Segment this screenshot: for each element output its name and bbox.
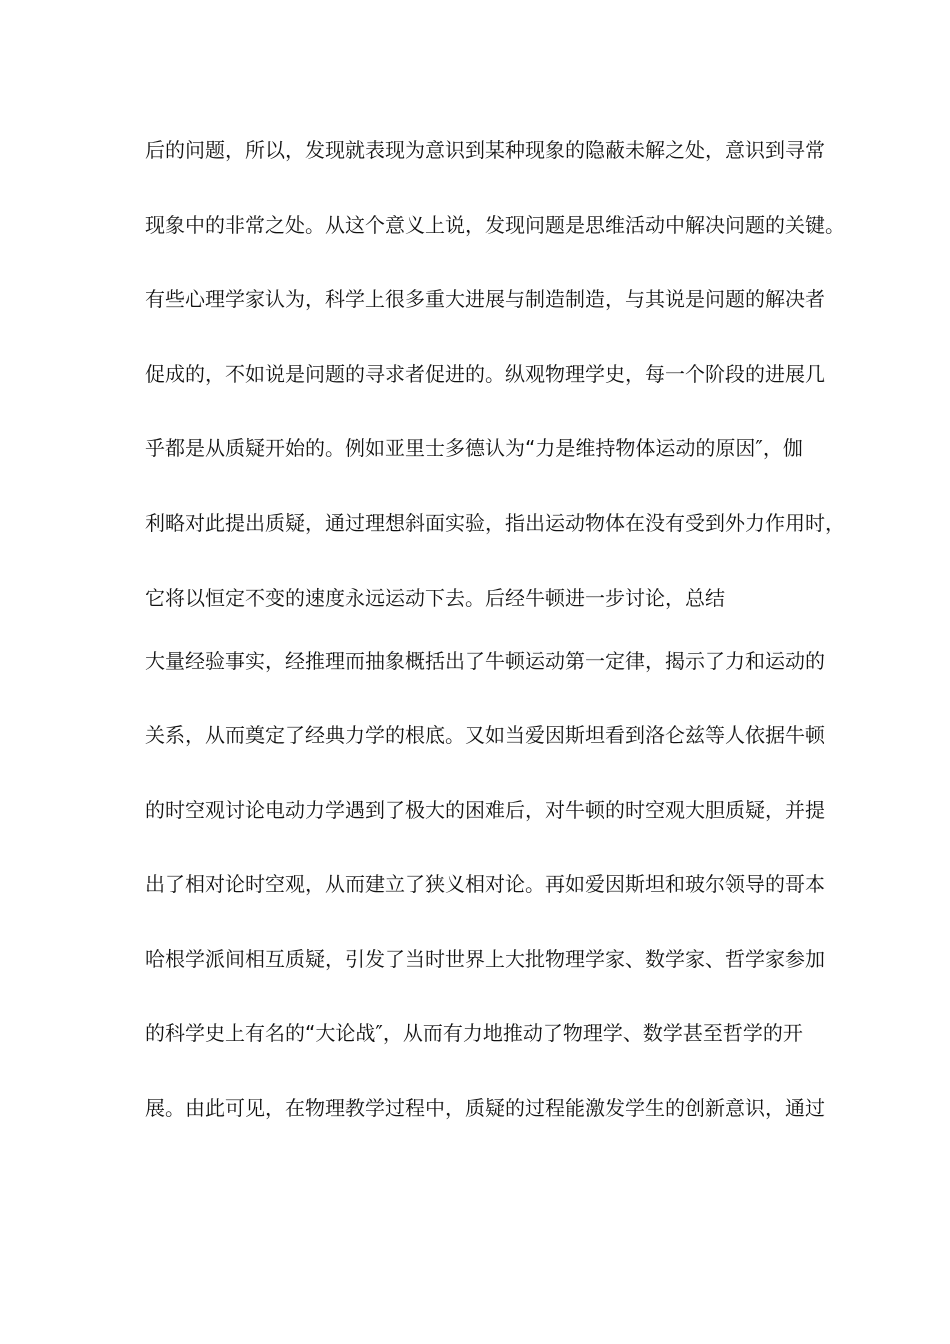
text-line-4: 促成的，不如说是问题的寻求者促进的。纵观物理学史，每一个阶段的进展几	[145, 362, 825, 386]
text-line-9: 关系，从而奠定了经典力学的根底。又如当爱因斯坦看到洛仑兹等人依据牛顿	[145, 723, 825, 747]
text-line-13: 的科学史上有名的“大论战″，从而有力地推动了物理学、数学甚至哲学的开	[145, 1021, 803, 1045]
text-line-7: 它将以恒定不变的速度永远运动下去。后经牛顿进一步讨论，总结	[145, 586, 725, 610]
text-line-2: 现象中的非常之处。从这个意义上说，发现问题是思维活动中解决问题的关键。	[145, 213, 845, 237]
text-line-6: 利略对此提出质疑，通过理想斜面实验，指出运动物体在没有受到外力作用时，	[145, 511, 845, 535]
text-line-11: 出了相对论时空观，从而建立了狭义相对论。再如爱因斯坦和玻尔领导的哥本	[145, 872, 825, 896]
text-line-5: 乎都是从质疑开始的。例如亚里士多德认为“力是维持物体运动的原因″，伽	[145, 436, 803, 460]
text-line-12: 哈根学派间相互质疑，引发了当时世界上大批物理学家、数学家、哲学家参加	[145, 947, 825, 971]
text-line-3: 有些心理学家认为，科学上很多重大进展与制造制造，与其说是问题的解决者	[145, 287, 825, 311]
text-line-1: 后的问题，所以，发现就表现为意识到某种现象的隐蔽未解之处，意识到寻常	[145, 138, 825, 162]
text-line-10: 的时空观讨论电动力学遇到了极大的困难后，对牛顿的时空观大胆质疑，并提	[145, 798, 825, 822]
text-line-14: 展。由此可见，在物理教学过程中，质疑的过程能激发学生的创新意识，通过	[145, 1096, 825, 1120]
text-line-8: 大量经验事实，经推理而抽象概括出了牛顿运动第一定律，揭示了力和运动的	[145, 649, 825, 673]
